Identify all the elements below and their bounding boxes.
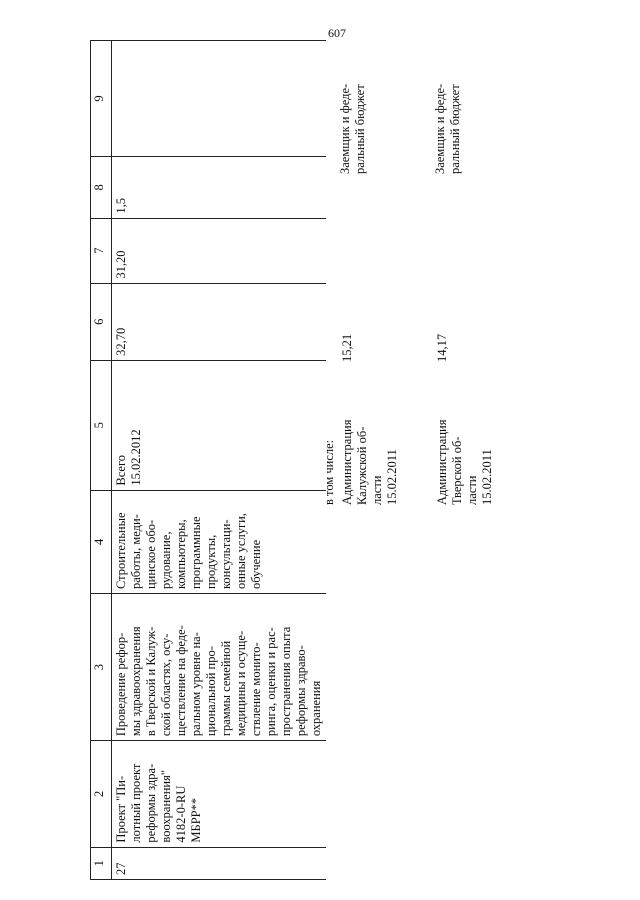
funding-table: [90, 40, 326, 880]
header-cell: 3: [91, 594, 112, 741]
amount-col7: 31,20: [112, 218, 327, 283]
amount-total: 32,70: [112, 283, 327, 360]
table-row: [112, 41, 327, 880]
source-col9: [112, 41, 327, 157]
header-cell: 6: [91, 283, 112, 360]
header-cell: 9: [91, 41, 112, 157]
header-cell: 7: [91, 218, 112, 283]
page-number: 607: [328, 26, 346, 40]
header-cell: 2: [91, 741, 112, 847]
header-cell: 4: [91, 490, 112, 593]
including-label: в том числе:: [322, 439, 336, 505]
subrow-executor: Администрация Калужской об- ласти 15.02.2011: [340, 419, 399, 505]
header-row: [91, 41, 112, 880]
total-label: Всего 15.02.2012: [112, 360, 327, 490]
works-list: Строительные работы, меди- цинское обо- рудование, компьютеры, программные продукты, консультаци- онные услуги, обучение: [112, 490, 327, 593]
subrow-source: Заемщик и феде- ральный бюджет: [433, 83, 462, 174]
rotated-table-page: [90, 40, 610, 880]
subrow-source: Заемщик и феде- ральный бюджет: [338, 83, 367, 174]
amount-col8: 1,5: [112, 157, 327, 219]
subrow-amount: 15,21: [340, 333, 354, 362]
row-number: 27: [112, 847, 327, 879]
header-cell: 5: [91, 360, 112, 490]
project-description: Проведение рефор- мы здравоохранения в Тверской и Калуж- ской областях, осу- ществление на феде- ральном уровне на- циональной про- граммы семейной медицины и осуще- ствление монито- ринга, оценки и рас- пространения опыта реформы здраво- охранения: [112, 594, 327, 741]
subrow-amount: 14,17: [435, 333, 449, 362]
header-cell: 8: [91, 157, 112, 219]
project-name: Проект "Пи- лотный проект реформы здра- воохранения" 4182-0-RU МБРР**: [112, 741, 327, 847]
header-cell: 1: [91, 847, 112, 879]
subrow-executor: Администрация Тверской об- ласти 15.02.2011: [435, 419, 494, 505]
